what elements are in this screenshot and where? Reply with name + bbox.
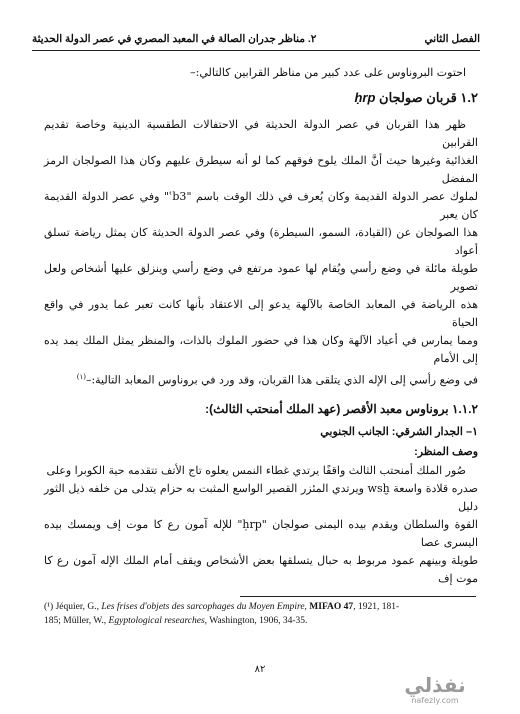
wall-label: ١– الجدار الشرقي: الجانب الجنوبي [320,425,478,438]
description-line: طويلة وبينهم عمود مربوط به حبال يتسلقها بعض الأشخاص ويقف أمام الملك الإله آمون رع كا موت إف [44,553,478,585]
footnote-marker: (¹) [44,602,54,612]
watermark-url: nafezly.com [411,696,459,705]
footnote-title-2: Egyptological researches, [108,616,208,626]
paragraph-line: هذا الصولجان عن (القيادة، السمو، السيطرة) وفي عصر الدولة الحديثة كان يمثل رياضة تسلق أعواد [44,226,478,257]
footnote-title-1: Les frises d'objets des sarcophages du Moyen Empire, [101,602,307,612]
footnote-series: MIFAO 47 [306,602,354,612]
paragraph-line: طويلة مائلة في وضع رأسي ويُقام لها عمود مرتفع في وضع رأسي وينزلق عليها أشخاص ولعل تصوير [44,262,478,293]
chapter-title: ٢. مناظر جدران الصالة في المعبد المصري في عصر الدولة الحديثة [32,33,317,45]
description-line: صُور الملك أمنحتب الثالث واقفًا يرتدي غطاء النمس يعلوه تاج الأتف تتقدمه حية الكوبرا وعلى [46,463,466,477]
paragraph-line-text: في وضع رأسي إلى الإله الذي يتلقى هذا القربان، وقد ورد في بروناوس المعابد التالية:– [85,373,478,387]
footnote-rule [240,596,476,597]
description-line: القوة والسلطان ويقدم بيده اليمنى صولجان "ḥrp" للإله آمون رع كا موت إف ويمسك بيده اليسرى عصا [44,517,478,549]
page-header [32,30,480,48]
paragraph-line: هذه الرياضة في المعابد الخاصة بالآلهة يدعو إلى الاعتقاد بأنها كانت تعبر عما يدور في واقع الحياة [44,298,478,329]
header-rule [32,50,480,51]
footnote-pages-2: Washington, 1906, 34-35. [207,616,308,626]
footnote-pages-1: , 1921, 181- [353,602,400,612]
paragraph-line [44,368,478,390]
footnote-ref: (١) [76,373,86,381]
footnote-author-2: 185; Müller, W., [44,616,109,626]
paragraph-line: الغذائية وغيرها حيث أنَّ الملك يلوح فوقهم كما لو أنه سيطرق عليهم وكان هذا الصولجان الرمز المفضل [44,154,478,185]
watermark-logo [395,674,475,706]
paragraph-line: ومما يمارس في أعياد الآلهة وكان هذا في حضور الملوك بالذات، والمنظر يمثل الملك يمد يده إلى الأمام [44,334,478,365]
subsection-heading: ١.١.٢ بروناوس معبد الأقصر (عهد الملك أمنحتب الثالث): [205,401,478,416]
section-heading-1 [44,88,478,108]
intro-line: احتوت البروناوس على عدد كبير من مناظر القرابين كالتالي:– [190,66,466,79]
section-heading-translit: ḥrp [354,90,376,105]
section-heading-text: قربان صولجان [379,90,457,105]
scene-description-label: وصف المنظر: [414,445,478,458]
paragraph-line: ظهر هذا القربان في عصر الدولة الحديثة في الاحتفالات الطقسية الدينية وخاصة تقديم القرابين [44,118,478,149]
footnote-line-2 [44,614,476,628]
footnote-line-1 [44,600,476,614]
page-number: ٨٢ [254,664,266,675]
footnote [44,600,476,628]
chapter-label: الفصل الثاني [424,33,480,45]
body-content [44,64,478,588]
watermark-text: نفذلي [404,673,466,697]
paragraph-line: لملوك عصر الدولة القديمة وكان يُعرف في ذلك الوقت باسم "ʿb3" وفي عصر الدولة القديمة كان يعبر [44,190,479,221]
description-line: صدره قلادة واسعة wsḫ ويرتدي المئزر القصير الواسع المثبت به حزام يتدلى من خلفه ذيل الثور دليل [44,481,478,513]
footnote-author-1: Jéquier, G., [55,602,102,612]
section-heading-number: ١.٢ [460,90,478,105]
